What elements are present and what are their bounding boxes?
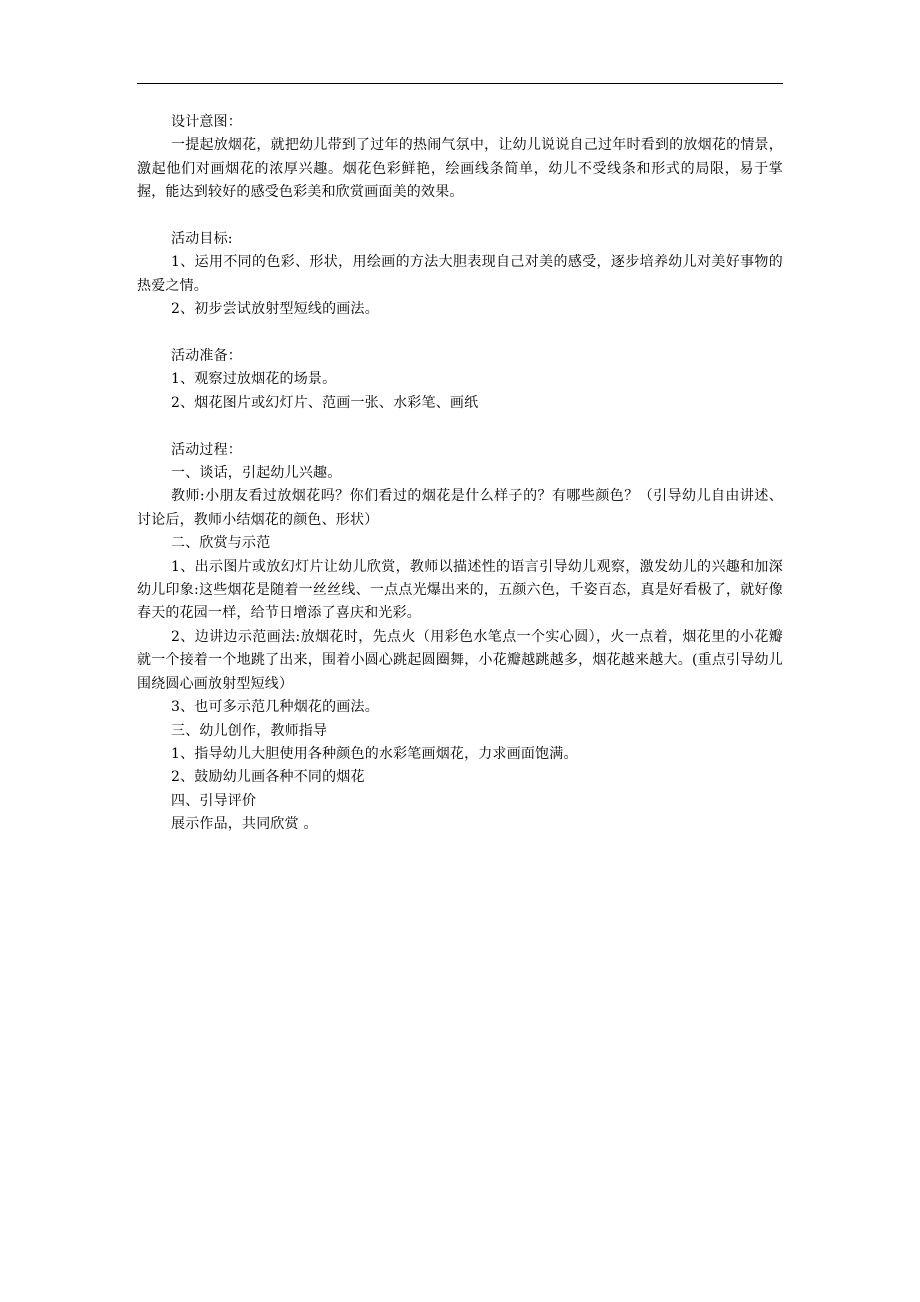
design-intent-heading: 设计意图：: [171, 114, 242, 130]
section-design-intent: [137, 111, 783, 205]
section-gap: [137, 415, 783, 438]
preparation-item: 1、观察过放烟花的场景。: [171, 371, 337, 388]
section-gap: [137, 322, 783, 345]
process-line: 1、指导幼儿大胆使用各种颜色的水彩笔画烟花，力求画面饱满。: [171, 745, 578, 762]
process-line: 1、出示图片或放幻灯片让幼儿欣赏，教师以描述性的语言引导幼儿观察，激发幼儿的兴趣和加深幼儿印象:这些烟花是随着一丝丝线、一点点光爆出来的，五颜六色，千姿百态，真是好看极了，就好像春天的花园一样，给节日增添了喜庆和光彩。: [137, 558, 783, 622]
process-line: 四、引导评价: [171, 792, 257, 809]
process-line: 展示作品，共同欣赏 。: [171, 816, 318, 833]
goal-item: 1、运用不同的色彩、形状，用绘画的方法大胆表现自己对美的感受，逐步培养幼儿对美好事物的热爱之情。: [137, 254, 783, 294]
process-line: 教师:小朋友看过放烟花吗？你们看过的烟花是什么样子的？有哪些颜色？（引导幼儿自由讲述、讨论后，教师小结烟花的颜色、形状）: [137, 488, 783, 528]
process-line: 三、幼儿创作，教师指导: [171, 722, 328, 739]
preparation-heading: 活动准备：: [171, 348, 242, 365]
process-line: 2、边讲边示范画法:放烟花时，先点火（用彩色水笔点一个实心圆），火一点着，烟花里的小花瓣就一个接着一个地跳了出来，围着小圆心跳起圆圈舞，小花瓣越跳越多，烟花越来越大。(重点引导幼儿围绕圆心画放射型短线）: [137, 628, 783, 692]
section-process: [137, 439, 783, 837]
process-line: 3、也可多示范几种烟花的画法。: [171, 699, 379, 716]
document-body: [137, 111, 783, 837]
goals-heading: 活动目标:: [171, 231, 233, 248]
header-rule: [137, 83, 783, 84]
preparation-item: 2、烟花图片或幻灯片、范画一张、水彩笔、画纸: [171, 394, 479, 411]
process-heading: 活动过程：: [171, 441, 242, 458]
process-line: 2、鼓励幼儿画各种不同的烟花: [171, 769, 365, 786]
section-goals: [137, 228, 783, 322]
process-line: 一、谈话，引起幼儿兴趣。: [171, 465, 342, 482]
section-preparation: [137, 345, 783, 415]
section-gap: [137, 205, 783, 228]
goal-item: 2、初步尝试放射型短线的画法。: [171, 301, 379, 318]
process-line: 二、欣赏与示范: [171, 535, 271, 552]
design-intent-paragraph: 一提起放烟花，就把幼儿带到了过年的热闹气氛中，让幼儿说说自己过年时看到的放烟花的情景，激起他们对画烟花的浓厚兴趣。烟花色彩鲜艳，绘画线条简单，幼儿不受线条和形式的局限，易于掌握，能达到较好的感受色彩美和欣赏画面美的效果。: [137, 137, 783, 201]
